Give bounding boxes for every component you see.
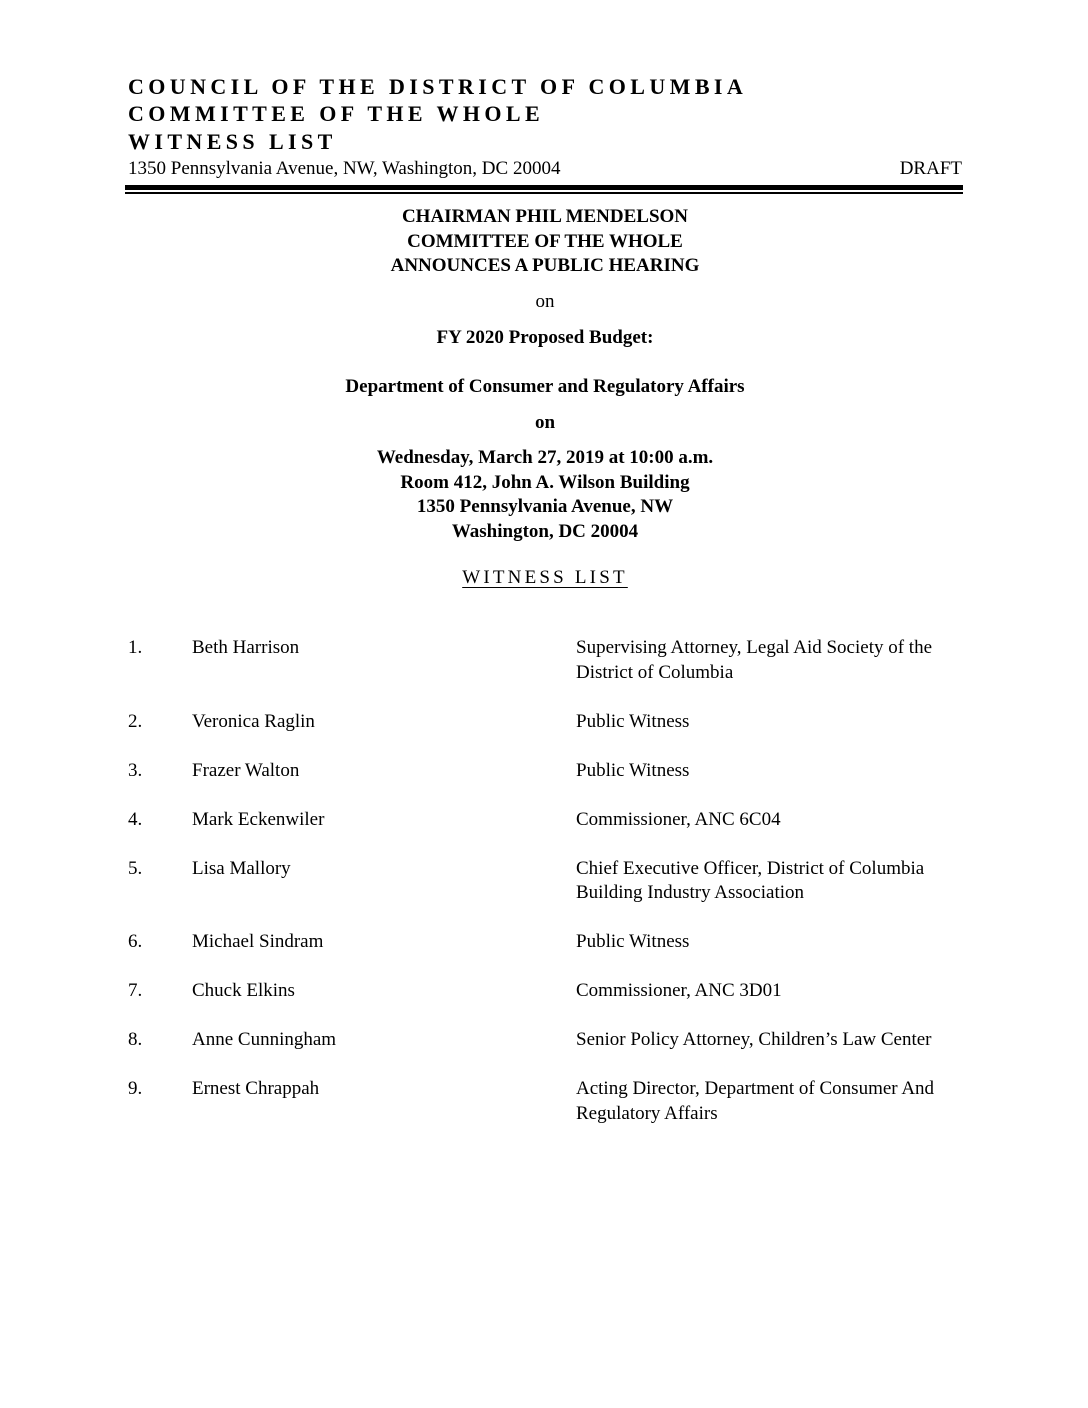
witness-row [0,1028,1088,1053]
hearing-room: Room 412, John A. Wilson Building [400,471,690,493]
hearing-datetime: Wednesday, March 27, 2019 at 10:00 a.m. [376,447,714,468]
witness-row [0,930,1088,955]
hearing-line: ANNOUNCES A PUBLIC HEARING [390,255,700,276]
witness-name: Frazer Walton [192,759,300,781]
witness-row [0,808,1088,833]
chairman-line: CHAIRMAN PHIL MENDELSON [401,206,689,227]
committee-name: COMMITTEE OF THE WHOLE [128,101,545,126]
witness-number: 1. [128,637,143,658]
hearing-street: 1350 Pennsylvania Avenue, NW [416,496,674,517]
header-rule-thin [125,192,963,194]
witness-affiliation: Commissioner, ANC 6C04 [576,808,781,830]
witness-row [0,857,1088,906]
witness-list [0,636,1088,1126]
witness-name: Anne Cunningham [192,1029,337,1050]
witness-affiliation: Acting Director, Department of Consumer And Regulatory Affairs [576,1078,935,1124]
witness-row [0,979,1088,1004]
witness-number: 4. [128,808,143,830]
document-type: WITNESS LIST [128,129,337,154]
header-rule-thick [125,185,963,190]
agency-name: Department of Consumer and Regulatory Affairs [345,376,745,397]
witness-list-title: WITNESS LIST [462,567,628,588]
witness-row [0,1077,1088,1126]
witness-affiliation: Commissioner, ANC 3D01 [576,980,782,1001]
council-address: 1350 Pennsylvania Avenue, NW, Washington, DC 20004 [128,158,561,179]
draft-label: DRAFT [899,158,962,179]
witness-affiliation: Public Witness [576,931,690,952]
witness-name: Ernest Chrappah [192,1078,320,1099]
hearing-city: Washington, DC 20004 [451,520,639,542]
witness-affiliation: Supervising Attorney, Legal Aid Society of the District of Columbia [576,637,933,683]
witness-name: Veronica Raglin [192,710,315,732]
announcement-heading [128,205,962,279]
witness-row [0,636,1088,685]
witness-number: 9. [128,1078,143,1099]
witness-row [0,759,1088,784]
hearing-subject: FY 2020 Proposed Budget: [436,327,654,348]
witness-affiliation: Senior Policy Attorney, Children’s Law Center [576,1029,932,1050]
witness-name: Michael Sindram [192,931,324,952]
witness-number: 8. [128,1029,143,1050]
council-name: COUNCIL OF THE DISTRICT OF COLUMBIA [128,74,748,99]
on-connector-1: on [535,291,555,312]
witness-number: 7. [128,980,143,1001]
committee-line: COMMITTEE OF THE WHOLE [407,230,683,252]
witness-name: Beth Harrison [192,637,300,658]
witness-list-heading [128,566,962,591]
hearing-details [128,446,962,544]
witness-affiliation: Public Witness [576,759,690,781]
witness-number: 2. [128,710,143,732]
witness-affiliation: Chief Executive Officer, District of Columbia Building Industry Association [576,857,925,903]
on-connector-2: on [534,412,556,433]
witness-number: 3. [128,759,143,781]
witness-number: 6. [128,931,143,952]
witness-name: Lisa Mallory [192,857,291,879]
witness-affiliation: Public Witness [576,710,690,732]
witness-row [0,710,1088,735]
witness-number: 5. [128,857,143,879]
witness-name: Mark Eckenwiler [192,808,325,830]
witness-name: Chuck Elkins [192,980,295,1001]
